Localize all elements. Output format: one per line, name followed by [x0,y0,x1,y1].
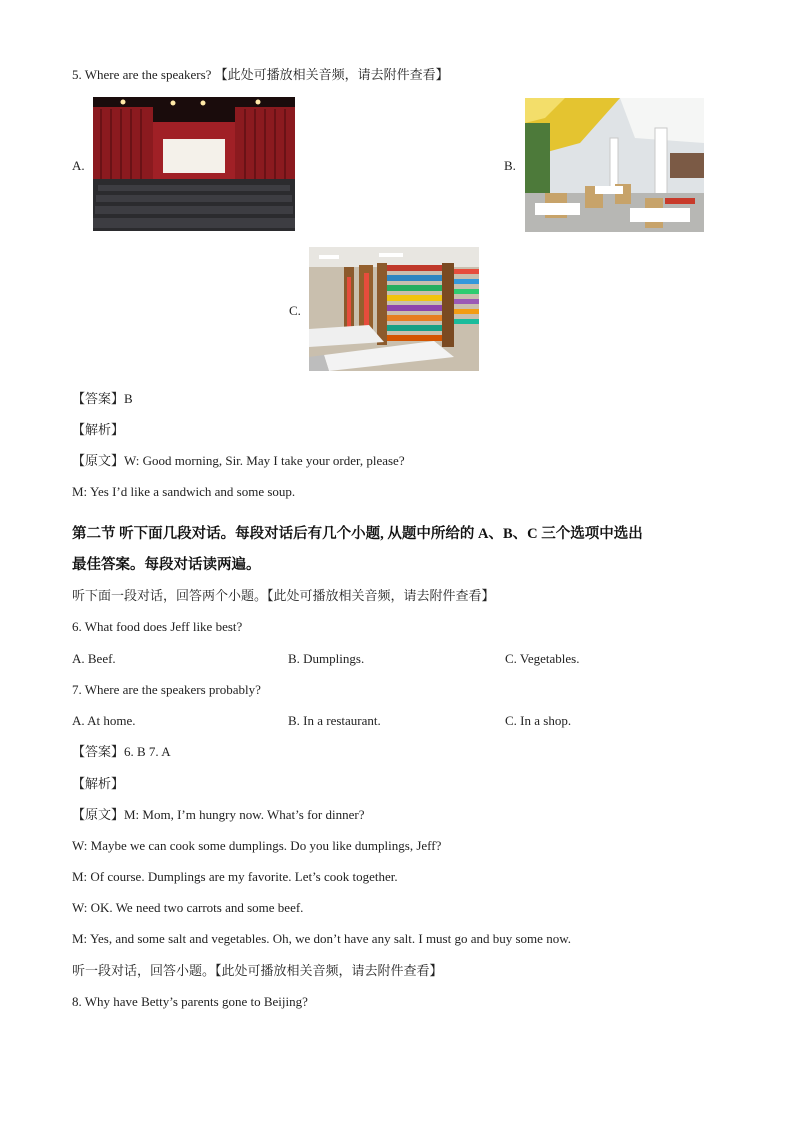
analysis-5: 【解析】 [72,422,125,437]
q6-option-a: A. Beef. [72,651,116,666]
section-2-heading-line-1: 第二节 听下面几段对话。每段对话后有几个小题, 从题中所给的 A、B、C 三个选项中选出 [72,526,643,542]
script-5-line-1: 【原文】W: Good morning, Sir. May I take your order, please? [72,453,405,468]
section-2-intro: 听下面一段对话，回答两个小题。【此处可播放相关音频，请去附件查看】 [72,588,495,603]
question-8: 8. Why have Betty’s parents gone to Beijing? [72,994,308,1009]
question-8-intro: 听一段对话，回答小题。【此处可播放相关音频，请去附件查看】 [72,963,443,978]
q6-option-c: C. Vegetables. [505,651,580,666]
restaurant-image [525,98,704,232]
question-5: 5. Where are the speakers? 【此处可播放相关音频，请去附件查看】 [72,67,449,82]
library-image [309,247,479,371]
q7-option-c: C. In a shop. [505,713,572,728]
option-a-label: A. [72,158,85,173]
script-5-line-2: M: Yes I’d like a sandwich and some soup. [72,484,296,499]
q7-option-b: B. In a restaurant. [288,713,381,728]
cinema-image [93,97,295,231]
script-6-7-line-5: M: Yes, and some salt and vegetables. Oh, we don’t have any salt. I must go and buy some now. [72,931,571,946]
analysis-6-7: 【解析】 [72,776,125,791]
answer-6-7: 【答案】6. B 7. A [72,744,171,759]
section-2-heading-line-2: 最佳答案。每段对话读两遍。 [72,557,261,573]
question-6: 6. What food does Jeff like best? [72,619,243,634]
answer-5: 【答案】B [72,391,133,406]
option-b-label: B. [504,158,516,173]
option-c-label: C. [289,303,301,318]
script-6-7-line-4: W: OK. We need two carrots and some beef. [72,900,304,915]
q6-option-b: B. Dumplings. [288,651,365,666]
script-6-7-line-2: W: Maybe we can cook some dumplings. Do you like dumplings, Jeff? [72,838,442,853]
script-6-7-line-1: 【原文】M: Mom, I’m hungry now. What’s for dinner? [72,807,365,822]
question-7: 7. Where are the speakers probably? [72,682,261,697]
q7-option-a: A. At home. [72,713,136,728]
script-6-7-line-3: M: Of course. Dumplings are my favorite. Let’s cook together. [72,869,398,884]
